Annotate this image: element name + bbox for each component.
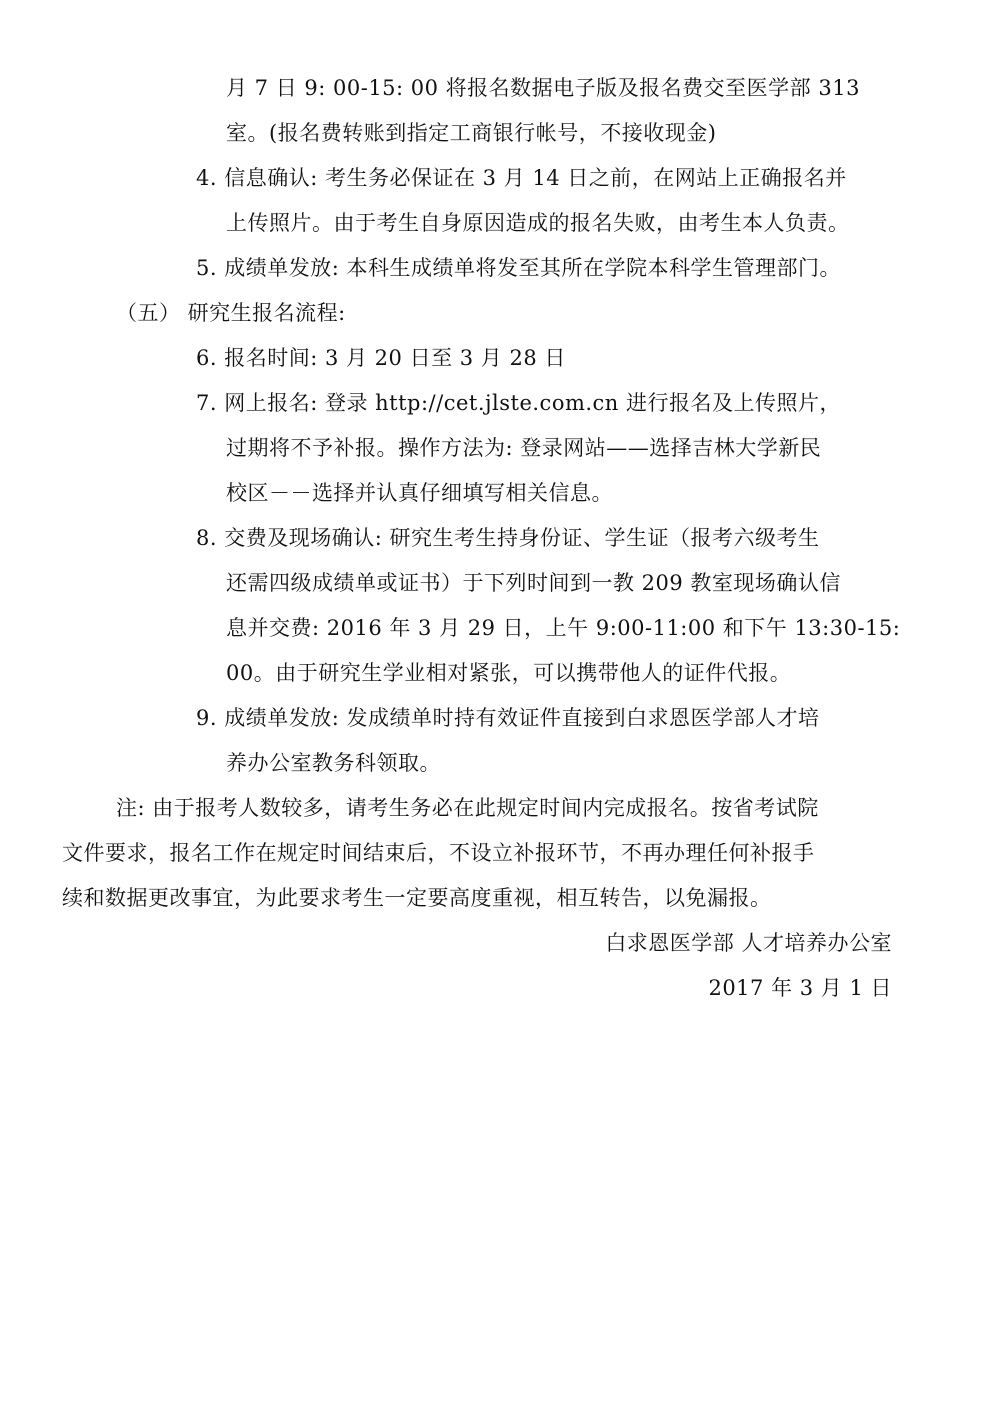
note-paragraph: 续和数据更改事宜，为此要求考生一定要高度重视，相互转告，以免漏报。 — [62, 886, 772, 910]
text-line: 过期将不予补报。操作方法为: 登录网站——选择吉林大学新民 — [226, 436, 822, 460]
text-line: 上传照片。由于考生自身原因造成的报名失败，由考生本人负责。 — [226, 211, 850, 235]
list-item-4: 4. 信息确认: 考生务必保证在 3 月 14 日之前，在网站上正确报名并 — [196, 166, 847, 190]
section-heading: （五） 研究生报名流程: — [116, 301, 346, 325]
list-item-9: 9. 成绩单发放: 发成绩单时持有效证件直接到白求恩医学部人才培 — [196, 706, 820, 730]
signature-date: 2017 年 3 月 1 日 — [708, 976, 892, 1000]
list-item-6: 6. 报名时间: 3 月 20 日至 3 月 28 日 — [196, 346, 566, 370]
text-line: 息并交费: 2016 年 3 月 29 日，上午 9:00-11:00 和下午 13:30-15: — [226, 616, 901, 640]
note-paragraph: 注: 由于报考人数较多，请考生务必在此规定时间内完成报名。按省考试院 — [116, 796, 819, 820]
text-line: 养办公室教务科领取。 — [226, 751, 441, 775]
text-line: 室。(报名费转账到指定工商银行帐号，不接收现金) — [226, 121, 717, 145]
text-line: 还需四级成绩单或证书）于下列时间到一教 209 教室现场确认信 — [226, 571, 841, 595]
list-item-7: 7. 网上报名: 登录 http://cet.jlste.com.cn 进行报名及上传照片， — [196, 391, 842, 415]
signature-office: 白求恩医学部 人才培养办公室 — [605, 931, 892, 955]
note-paragraph: 文件要求，报名工作在规定时间结束后，不设立补报环节，不再办理任何补报手 — [62, 841, 815, 865]
list-item-8: 8. 交费及现场确认: 研究生考生持身份证、学生证（报考六级考生 — [196, 526, 820, 550]
text-line: 00。由于研究生学业相对紧张，可以携带他人的证件代报。 — [226, 661, 792, 685]
list-item-5: 5. 成绩单发放: 本科生成绩单将发至其所在学院本科学生管理部门。 — [196, 256, 841, 280]
text-line: 校区－－选择并认真仔细填写相关信息。 — [226, 481, 613, 505]
text-line: 月 7 日 9: 00-15: 00 将报名数据电子版及报名费交至医学部 313 — [226, 76, 860, 100]
